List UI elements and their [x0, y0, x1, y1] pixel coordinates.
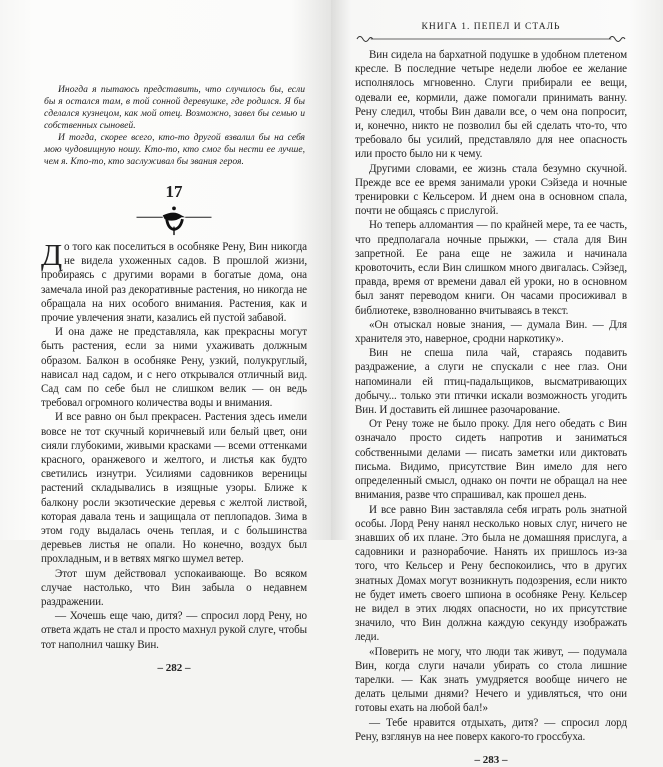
page-number: – 283 –: [474, 753, 508, 766]
paragraph: От Рену тоже не было проку. Для него обедать с Вин означало просто сидеть напротив и заниматься собственными делами — писать заметки или диктовать письма. Видимо, присутствие Вин имело для него определенный смысл, однако он почти не обращал на нее внимания, разве что спрашивал, как прошел день.: [355, 418, 627, 502]
body-text: [41, 237, 307, 652]
epigraph: [41, 84, 307, 168]
drop-cap: Д: [41, 237, 63, 272]
epigraph-paragraph: И тогда, скорее всего, кто-то другой взвалил бы на себя мою чудовищную ношу. Кто-то, кто смог бы нести ее лучше, чем я. Кто-то, кто заслуживал бы звания героя.: [44, 132, 305, 167]
left-page: [0, 0, 331, 674]
allomancy-symbol-icon: [134, 206, 214, 236]
right-page: [331, 0, 663, 766]
running-head: КНИГА 1. ПЕПЕЛ И СТАЛЬ: [421, 22, 561, 32]
paragraph: — Хочешь еще чаю, дитя? — спросил лорд Рену, но ответа ждать не стал и просто махнул рукой слуге, чтобы тот наполнил чашку Вин.: [41, 610, 307, 651]
paragraph: И она даже не представляла, как прекрасны могут быть растения, если за ними ухаживать должным образом. Балкон в особняке Рену, узкий, полукруглый, нависал над садом, и с него открывался отличный вид. Сад сам по себе был не слишком велик — он ведь требовал огромного количества воды и внимания.: [41, 326, 307, 410]
paragraph: «Он отыскал новые знания, — думала Вин. — Для хранителя это, наверное, сродни наркотику».: [355, 318, 627, 346]
paragraph: о того как поселиться в особняке Рену, Вин никогда не видела ухоженных садов. В прошлой жизни, пробираясь с другими ворами в богатые дома, она замечала иной раз декоративные растения, но никогда не обращала на них особого внимания. Растения, как и прочие увлечения знати, казались ей пустой забавой.: [41, 241, 307, 325]
paragraph: И все равно Вин заставляла себя играть роль знатной особы. Лорд Рену нанял несколько новых слуг, ничего не знавших об их плане. Это была не домашняя прислуга, а садовники и разнорабочие. Нанять их пришлось из-за того, что Кельсер и Рену беспокоились, что в других знатных Домах могут возникнуть подозрения, если никто не будет иметь своего шпиона в особняке Рену. Кельсер не видел в этих людях опасности, но их присутствие значило, что Вин должна каждую секунду изображать леди.: [355, 503, 627, 644]
paragraph: Другими словами, ее жизнь стала безумно скучной. Прежде все ее время занимали уроки Сэйзеда и ночные тренировки с Кельсером. И днем она в основном спала, почти не общаясь с прислугой.: [355, 162, 627, 218]
paragraph: Этот шум действовал успокаивающе. Во всяком случае настолько, что Вин забыла о недавнем раздражении.: [41, 567, 307, 609]
page-number: – 282 –: [157, 661, 191, 674]
paragraph: И все равно он был прекрасен. Растения здесь имели вовсе не тот скучный коричневый или белый цвет, они сияли глубокими, живыми красками — всеми оттенками красного, оранжевого и желтого, и листья как будто светились изнутри. Усилиями садовников вереницы растений складывались в изящные узоры. Ближе к балкону росли экзотические деревья с желтой листвой, которая давала тень и защищала от пеплопадов. Зима в этом году выдалась очень теплая, и с большинства деревьев листья не опали. Но конечно, воздух был прохладным, и в ветвях мягко шумел ветер.: [41, 411, 307, 566]
paragraph: Но теперь алломантия — по крайней мере, та ее часть, что предполагала ночные прыжки, — стала для Вин запретной. Ее рана еще не зажила и начинала кровоточить, если Вин слишком много двигалась. Сэйзед, правда, время от времени давал ей уроки, но в основном был занят переводом книги. Он часами просиживал в библиотеке, взволнованно вчитываясь в текст.: [355, 219, 627, 317]
ornamental-rule-icon: [355, 33, 627, 43]
paragraph: Вин не спеша пила чай, стараясь подавить раздражение, а слуги не спускали с нее глаз. Они напоминали ей птиц-падальщиков, высматривающих добычу... только эти птички искали возможность угодить Вин. И доставить ей лишнее разочарование.: [355, 347, 627, 417]
paragraph: «Поверить не могу, что люди так живут, — подумала Вин, когда слуги начали убирать со стола лишние тарелки. — Как знать умудряется вообще ничего не делать целыми днями? Нечего и удивляться, что они готовы ехать на любой бал!»: [355, 645, 627, 715]
body-text: [355, 48, 627, 744]
chapter-number: 17: [165, 182, 183, 201]
paragraph: — Тебе нравится отдыхать, дитя? — спросил лорд Рену, взглянув на нее поверх какого-то гроссбуха.: [355, 716, 627, 743]
paragraph: Вин сидела на бархатной подушке в удобном плетеном кресле. В последние четыре недели любое ее желание исполнялось мгновенно. Слуги прибирали ее вещи, одевали ее, кормили, даже помогали принимать ванну. Рену следил, чтобы Вин давали все, о чем она попросит, и, конечно, никто не позволил бы ей сделать что-то, что требовало бы усилий, представляло для нее опасность или просто было ни к чему.: [355, 49, 627, 161]
epigraph-paragraph: Иногда я пытаюсь представить, что случилось бы, если бы я остался там, в той сонной деревушке, где родился. Я бы сделался кузнецом, как мой отец. Возможно, завел бы семью и собственных сыновей.: [44, 84, 305, 131]
